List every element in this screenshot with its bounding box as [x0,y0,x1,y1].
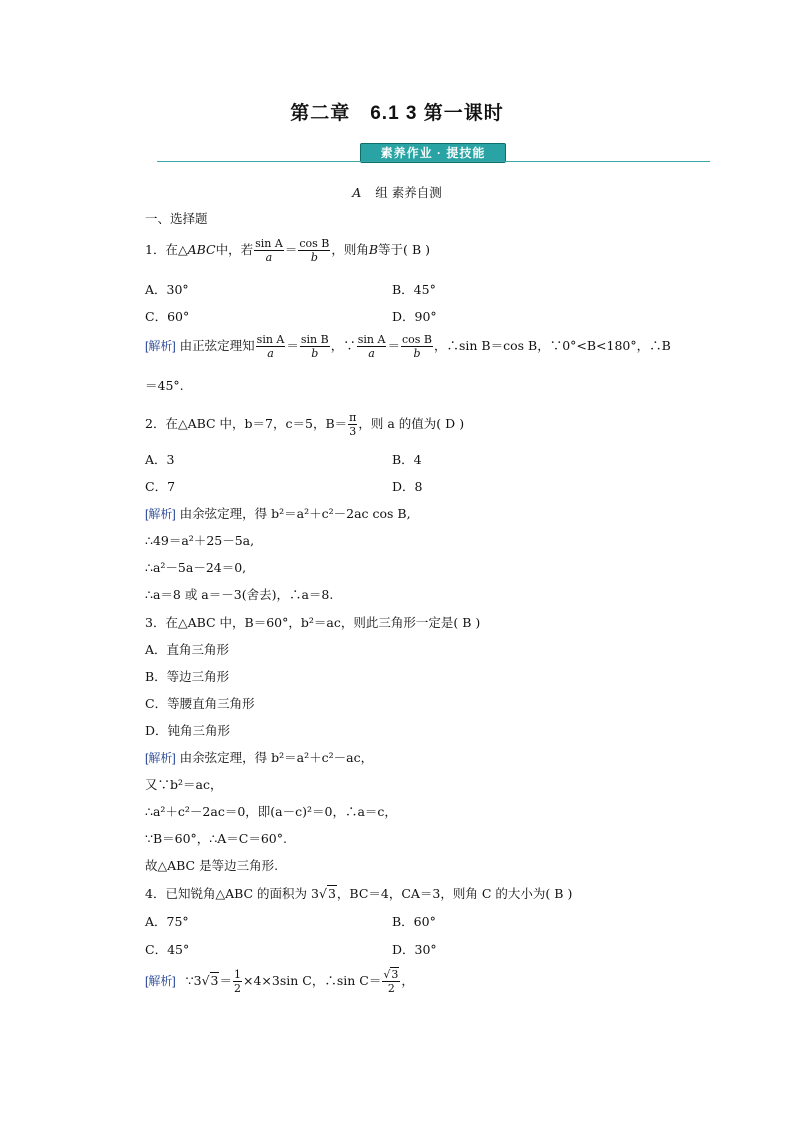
group-label: A [352,185,362,200]
option: A．3 [145,452,175,467]
group-heading [0,183,794,201]
option: A．直角三角形 [145,642,230,657]
option: A．75° [145,914,189,929]
analysis-line: ∴a²＋c²－2ac＝0，即(a－c)²＝0，∴a＝c， [145,804,397,819]
answer-letter: B [462,615,472,630]
analysis-line: ∴a＝8 或 a＝－3(舍去)，∴a＝8. [145,587,334,602]
header-divider [157,161,710,162]
option: D．8 [392,479,423,494]
fraction: $\frac{\pi}{3}$ [349,411,357,438]
analysis-line: 又∵b²＝ac， [145,777,223,792]
option: B．45° [392,282,436,297]
analysis-tag: [解析] [145,751,176,765]
analysis-tag: [解析] [145,339,176,353]
option: D．30° [392,942,437,957]
analysis-tag: [解析] [145,507,176,521]
analysis-tag: [解析] [145,974,176,988]
option: A．30° [145,282,189,297]
analysis-line: ∴49＝a²＋25－5a, [145,533,255,548]
section-badge: 素养作业 · 提技能 [360,143,506,163]
question-2-analysis: [解析] 由余弦定理，得 b²＝a²＋c²－2ac cos B, [145,506,411,521]
analysis-line: ∵B＝60°，∴A＝C＝60°. [145,831,287,846]
answer-letter: B [411,242,422,257]
section-title: 一、选择题 [145,211,208,226]
option: B．60° [392,914,436,929]
fraction: $\frac{\text{cos B}}{b}$ [299,237,330,264]
group-title: 组 素养自测 [375,185,442,200]
option: C．7 [145,479,176,494]
fraction: $\frac{\text{sin A}}{a}$ [255,237,283,264]
option: C．等腰直角三角形 [145,696,255,711]
analysis-line: 故△ABC 是等边三角形. [145,858,279,873]
question-4-analysis: [解析] ∵3√3＝ $\frac{1}{2}$ ×4×3sin C，∴sin C＝ $\frac{√3}{2}$ ， [145,968,414,995]
question-2-stem: 2．在△ABC 中，b＝7，c＝5，B＝ $\frac{\pi}{3}$ ，则 a 的值为( D ) [145,411,465,438]
answer-letter: D [445,416,456,431]
page-title: 第二章 6.1 3 第一课时 [290,103,504,124]
option: B．等边三角形 [145,669,230,684]
option: C．45° [145,942,190,957]
question-1-stem: 1．在△ABC中，若 $\frac{\text{sin A}}{a}$ ＝ $\frac{\text{cos B}}{b}$ ，则角B等于( B ) [145,237,431,264]
option: B．4 [392,452,422,467]
question-3-analysis: [解析] 由余弦定理，得 b²＝a²＋c²－ac， [145,750,374,765]
analysis-line: ＝45°. [145,378,184,393]
answer-letter: B [554,886,564,901]
option: C．60° [145,309,190,324]
option: D．90° [392,309,437,324]
analysis-line: ∴a²－5a－24＝0, [145,560,247,575]
question-1-analysis: [解析] 由正弦定理知 $\frac{\text{sin A}}{a}$ ＝ $\frac{\text{sin B}}{b}$ ，∵ $\frac{\text{sin A}}{a}$ ＝ $\frac{\text{cos B}}{b}$ ，∴sin B＝cos B，∵0°<B<180°，∴B [145,333,671,360]
question-3-stem: 3．在△ABC 中，B＝60°，b²＝ac，则此三角形一定是( B ) [145,615,481,630]
question-4-stem: 4．已知锐角△ABC 的面积为 3√3，BC＝4，CA＝3，则角 C 的大小为( B ) [145,886,573,901]
option: D．钝角三角形 [145,723,231,738]
